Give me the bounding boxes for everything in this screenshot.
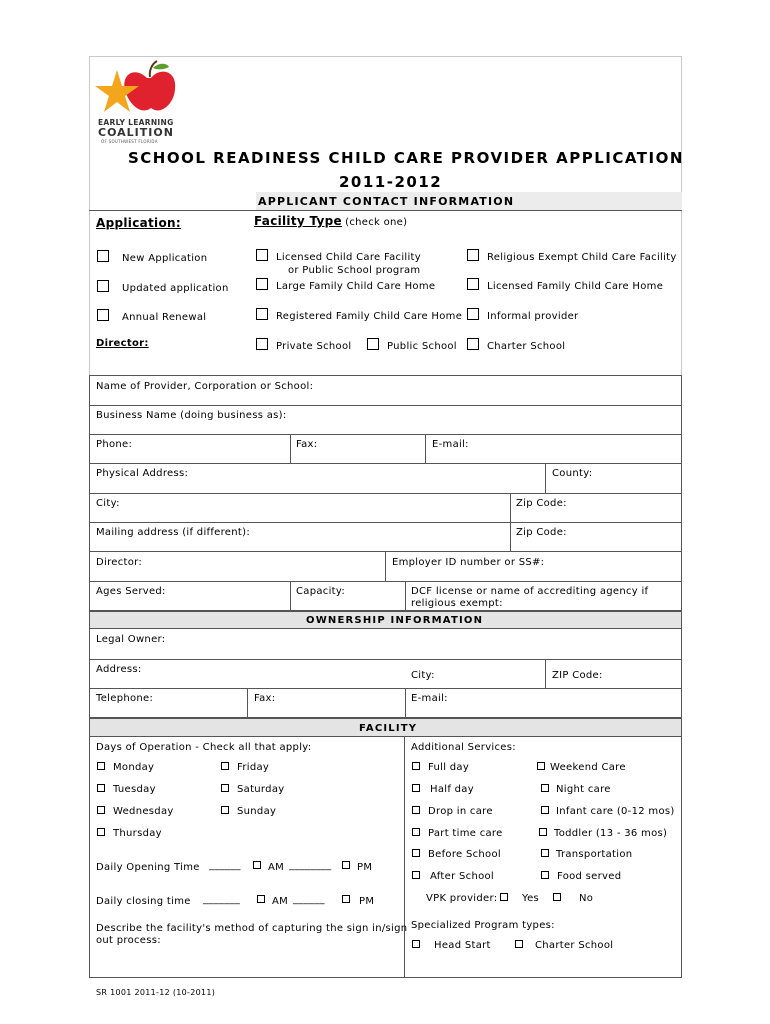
tuesday-label: Tuesday [113, 784, 156, 795]
county-field[interactable]: County: [552, 468, 593, 479]
mailing-zip-field[interactable]: Zip Code: [516, 527, 567, 538]
charter-school-program-checkbox[interactable] [515, 940, 523, 948]
opening-time-label: Daily Opening Time [96, 862, 200, 873]
large-family-checkbox[interactable] [256, 278, 268, 290]
applicant-section-title: APPLICANT CONTACT INFORMATION [258, 195, 515, 208]
drop-in-checkbox[interactable] [412, 806, 420, 814]
col-line [404, 737, 405, 978]
charter-school-type-label: Charter School [487, 341, 566, 352]
closing-am-checkbox[interactable] [257, 895, 265, 903]
after-school-checkbox[interactable] [412, 871, 420, 879]
after-school-label: After School [430, 871, 494, 882]
row-line [89, 688, 682, 689]
vpk-provider-label: VPK provider: [426, 893, 498, 904]
updated-application-label: Updated application [122, 283, 229, 294]
director-field[interactable]: Director: [96, 557, 143, 568]
describe-label-line1: Describe the facility's method of capturing the sign in/sign [96, 923, 408, 934]
page-title: SCHOOL READINESS CHILD CARE PROVIDER APPLICATION [128, 149, 684, 167]
col-line [405, 688, 406, 718]
public-school-checkbox[interactable] [367, 338, 379, 350]
page-year: 2011-2012 [339, 173, 443, 191]
owner-zip-field[interactable]: ZIP Code: [552, 670, 603, 681]
friday-checkbox[interactable] [221, 762, 229, 770]
full-day-checkbox[interactable] [412, 762, 420, 770]
owner-email-field[interactable]: E-mail: [411, 693, 448, 704]
owner-telephone-field[interactable]: Telephone: [96, 693, 154, 704]
closing-time-label: Daily closing time [96, 896, 191, 907]
sunday-checkbox[interactable] [221, 806, 229, 814]
facility-type-label: Facility Type [254, 214, 342, 228]
licensed-family-label: Licensed Family Child Care Home [487, 281, 664, 292]
annual-renewal-checkbox[interactable] [97, 309, 109, 321]
logo-line3: OF SOUTHWEST FLORIDA [101, 139, 158, 144]
before-school-label: Before School [428, 849, 501, 860]
opening-pm-checkbox[interactable] [342, 861, 350, 869]
private-school-checkbox[interactable] [256, 338, 268, 350]
logo-line2: COALITION [98, 126, 174, 139]
closing-blank-2[interactable]: ______ [293, 894, 325, 905]
weekend-care-checkbox[interactable] [537, 762, 545, 770]
food-served-checkbox[interactable] [541, 871, 549, 879]
owner-city-field[interactable]: City: [411, 670, 435, 681]
closing-am-label: AM [272, 896, 289, 907]
closing-blank-1[interactable]: _______ [203, 894, 241, 905]
col-line [545, 659, 546, 688]
col-line [290, 434, 291, 463]
col-line [405, 581, 406, 611]
ages-served-field[interactable]: Ages Served: [96, 586, 166, 597]
apple-star-logo-icon [95, 58, 180, 120]
opening-pm-label: PM [357, 862, 373, 873]
night-care-label: Night care [556, 784, 611, 795]
infant-care-checkbox[interactable] [541, 806, 549, 814]
email-field[interactable]: E-mail: [432, 439, 469, 450]
application-label: Application: [96, 216, 181, 230]
row-line [89, 463, 682, 464]
licensed-facility-label: Licensed Child Care Facility [276, 252, 421, 263]
fax-field[interactable]: Fax: [296, 439, 318, 450]
religious-exempt-label: Religious Exempt Child Care Facility [487, 252, 677, 263]
owner-fax-field[interactable]: Fax: [254, 693, 276, 704]
updated-application-checkbox[interactable] [97, 280, 109, 292]
row-line [89, 659, 682, 660]
vpk-no-checkbox[interactable] [553, 893, 561, 901]
annual-renewal-label: Annual Renewal [122, 312, 207, 323]
wednesday-checkbox[interactable] [97, 806, 105, 814]
private-school-label: Private School [276, 341, 352, 352]
business-name-field[interactable]: Business Name (doing business as): [96, 410, 287, 421]
charter-school-program-label: Charter School [535, 940, 614, 951]
row-line [89, 434, 682, 435]
logo-line1: EARLY LEARNING [98, 118, 174, 127]
divider [89, 210, 682, 211]
toddler-checkbox[interactable] [539, 828, 547, 836]
vpk-no-label: No [579, 893, 594, 904]
capacity-field[interactable]: Capacity: [296, 586, 346, 597]
new-application-label: New Application [122, 253, 208, 264]
informal-provider-checkbox[interactable] [467, 308, 479, 320]
religious-exempt-checkbox[interactable] [467, 249, 479, 261]
thursday-label: Thursday [113, 828, 162, 839]
half-day-checkbox[interactable] [412, 784, 420, 792]
owner-address-field[interactable]: Address: [96, 664, 142, 675]
phone-field[interactable]: Phone: [96, 439, 133, 450]
night-care-checkbox[interactable] [541, 784, 549, 792]
days-label: Days of Operation - Check all that apply: [96, 742, 312, 753]
ownership-section-title: OWNERSHIP INFORMATION [306, 615, 484, 626]
zip-code-field[interactable]: Zip Code: [516, 498, 567, 509]
large-family-label: Large Family Child Care Home [276, 281, 436, 292]
transportation-checkbox[interactable] [541, 849, 549, 857]
opening-am-checkbox[interactable] [253, 861, 261, 869]
public-school-label: Public School [387, 341, 457, 352]
head-start-checkbox[interactable] [412, 940, 420, 948]
friday-label: Friday [237, 762, 270, 773]
part-time-label: Part time care [428, 828, 503, 839]
opening-am-label: AM [268, 862, 285, 873]
city-field[interactable]: City: [96, 498, 120, 509]
facility-section-title: FACILITY [359, 723, 418, 734]
registered-family-label: Registered Family Child Care Home [276, 311, 463, 322]
mailing-address-field[interactable]: Mailing address (if different): [96, 527, 250, 538]
transportation-label: Transportation [556, 849, 633, 860]
thursday-checkbox[interactable] [97, 828, 105, 836]
additional-services-label: Additional Services: [411, 742, 516, 753]
row-line [89, 581, 682, 582]
charter-school-type-checkbox[interactable] [467, 338, 479, 350]
vpk-yes-checkbox[interactable] [500, 893, 508, 901]
infant-care-label: Infant care (0-12 mos) [556, 806, 675, 817]
closing-pm-checkbox[interactable] [342, 895, 350, 903]
physical-address-field[interactable]: Physical Address: [96, 468, 189, 479]
row-line [89, 522, 682, 523]
part-time-checkbox[interactable] [412, 828, 420, 836]
provider-name-field[interactable]: Name of Provider, Corporation or School: [96, 381, 314, 392]
saturday-label: Saturday [237, 784, 285, 795]
row-line [89, 405, 682, 406]
legal-owner-field[interactable]: Legal Owner: [96, 634, 166, 645]
describe-label-line2: out process: [96, 935, 161, 946]
monday-checkbox[interactable] [97, 762, 105, 770]
drop-in-label: Drop in care [428, 806, 493, 817]
director-type-label: Director: [96, 338, 149, 349]
toddler-label: Toddler (13 - 36 mos) [554, 828, 668, 839]
registered-family-checkbox[interactable] [256, 308, 268, 320]
form-footer-code: SR 1001 2011-12 (10-2011) [96, 988, 216, 997]
opening-blank-2[interactable]: ________ [289, 860, 332, 871]
col-line [425, 434, 426, 463]
dcf-license-field-line2: religious exempt: [411, 598, 503, 609]
check-one-label: : (check one) [338, 217, 408, 228]
specialized-program-label: Specialized Program types: [411, 920, 555, 931]
before-school-checkbox[interactable] [412, 849, 420, 857]
full-day-label: Full day [428, 762, 470, 773]
informal-provider-label: Informal provider [487, 311, 579, 322]
half-day-label: Half day [430, 784, 474, 795]
col-line [290, 581, 291, 611]
food-served-label: Food served [557, 871, 622, 882]
public-school-program-label: or Public School program [288, 265, 421, 276]
licensed-facility-checkbox[interactable] [256, 249, 268, 261]
row-line [89, 493, 682, 494]
vpk-yes-label: Yes [522, 893, 540, 904]
saturday-checkbox[interactable] [221, 784, 229, 792]
sunday-label: Sunday [237, 806, 277, 817]
col-line [545, 463, 546, 493]
elc-logo [95, 58, 180, 148]
tuesday-checkbox[interactable] [97, 784, 105, 792]
wednesday-label: Wednesday [113, 806, 174, 817]
weekend-care-label: Weekend Care [550, 762, 626, 773]
opening-blank-1[interactable]: ______ [209, 860, 241, 871]
monday-label: Monday [113, 762, 155, 773]
col-line [510, 493, 511, 551]
head-start-label: Head Start [434, 940, 491, 951]
closing-pm-label: PM [359, 896, 375, 907]
employer-id-field[interactable]: Employer ID number or SS#: [392, 557, 545, 568]
dcf-license-field[interactable]: DCF license or name of accrediting agency if [411, 586, 649, 597]
licensed-family-checkbox[interactable] [467, 278, 479, 290]
col-line [247, 688, 248, 718]
col-line [385, 551, 386, 581]
new-application-checkbox[interactable] [97, 250, 109, 262]
